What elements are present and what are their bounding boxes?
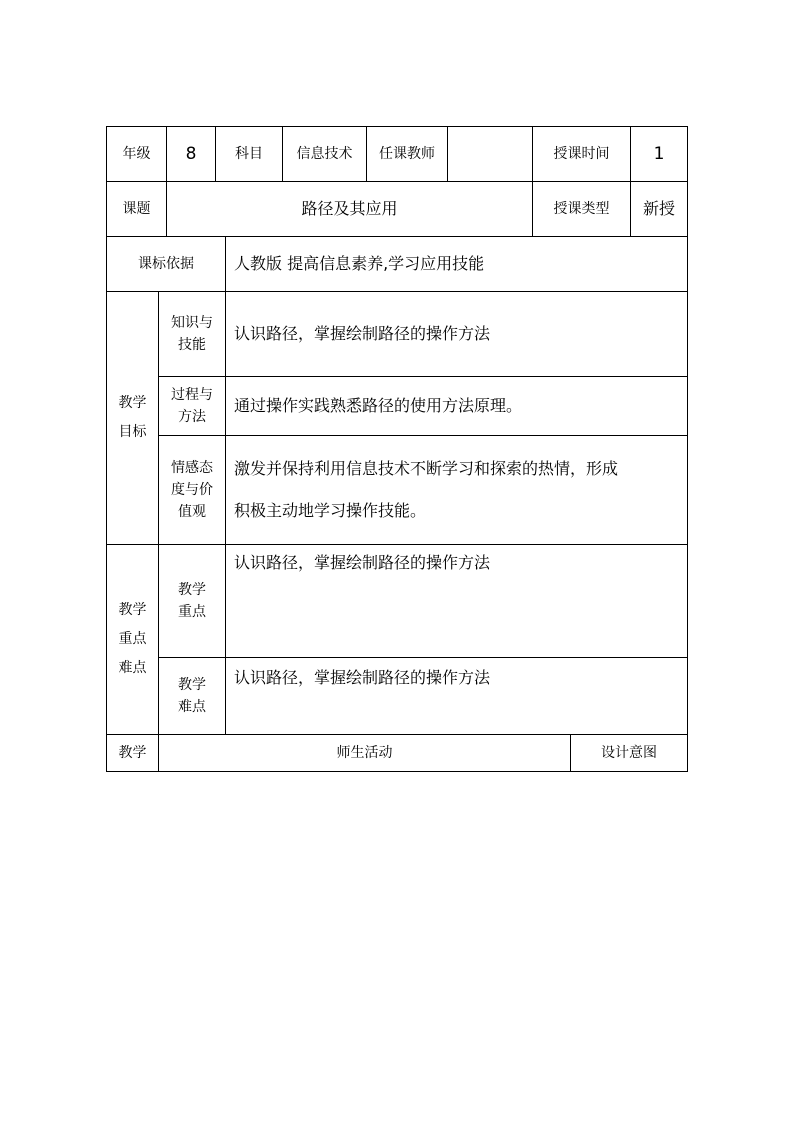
type-label: 授课类型 bbox=[553, 201, 610, 217]
grade-value: 8 bbox=[185, 144, 197, 164]
goals-section-label bbox=[107, 292, 158, 544]
focus-value: 认识路径，掌握绘制路径的操作方法 bbox=[234, 553, 491, 572]
subject-label: 科目 bbox=[235, 146, 263, 162]
process-label bbox=[159, 377, 225, 435]
knowledge-label-line1: 知识与 bbox=[171, 315, 213, 331]
difficulty-label-line1: 教学 bbox=[178, 677, 206, 693]
process-value: 通过操作实践熟悉路径的使用方法原理。 bbox=[234, 396, 523, 415]
topic-value: 路径及其应用 bbox=[301, 199, 398, 218]
grade-label: 年级 bbox=[122, 146, 151, 162]
process-label-line1: 过程与 bbox=[171, 387, 213, 403]
type-value: 新授 bbox=[642, 199, 675, 218]
basis-value: 人教版 提高信息素养,学习应用技能 bbox=[234, 254, 485, 273]
topic-label: 课题 bbox=[122, 201, 151, 217]
attitude-value-line2: 积极主动地学习操作技能。 bbox=[234, 501, 427, 520]
time-value: 1 bbox=[653, 144, 665, 164]
difficulty-label-line2: 难点 bbox=[178, 699, 206, 715]
knowledge-label bbox=[159, 292, 225, 376]
keypoints-label-line2: 重点 bbox=[118, 631, 147, 647]
focus-label-line2: 重点 bbox=[178, 604, 206, 620]
time-label: 授课时间 bbox=[553, 146, 610, 162]
intent-label: 设计意图 bbox=[601, 745, 657, 761]
basis-label: 课标依据 bbox=[138, 256, 194, 272]
keypoints-section-label bbox=[107, 545, 158, 734]
attitude-value bbox=[226, 436, 687, 544]
process-label-line2: 方法 bbox=[178, 409, 206, 425]
attitude-label-line2: 度与价 bbox=[171, 482, 213, 498]
difficulty-value: 认识路径，掌握绘制路径的操作方法 bbox=[234, 668, 491, 687]
goals-label-line2: 目标 bbox=[118, 424, 147, 440]
activity-label: 师生活动 bbox=[336, 745, 393, 761]
keypoints-label-line3: 难点 bbox=[118, 660, 147, 676]
focus-label bbox=[159, 545, 225, 657]
teacher-label: 任课教师 bbox=[379, 146, 435, 162]
table-border-right bbox=[687, 126, 688, 772]
attitude-label bbox=[159, 436, 225, 544]
difficulty-label bbox=[159, 658, 225, 734]
goals-label-line1: 教学 bbox=[118, 395, 147, 411]
teacher-value bbox=[448, 127, 532, 181]
table-border-bottom bbox=[106, 771, 688, 772]
knowledge-label-line2: 技能 bbox=[178, 337, 206, 353]
subject-value: 信息技术 bbox=[296, 146, 353, 162]
knowledge-value: 认识路径，掌握绘制路径的操作方法 bbox=[234, 324, 491, 343]
teaching-label: 教学 bbox=[118, 745, 147, 761]
keypoints-label-line1: 教学 bbox=[118, 602, 147, 618]
keypoints-inner-divider bbox=[158, 657, 688, 658]
attitude-label-line3: 值观 bbox=[178, 504, 206, 520]
focus-label-line1: 教学 bbox=[178, 582, 206, 598]
attitude-label-line1: 情感态 bbox=[171, 460, 213, 476]
attitude-value-line1: 激发并保持利用信息技术不断学习和探索的热情，形成 bbox=[234, 459, 619, 478]
